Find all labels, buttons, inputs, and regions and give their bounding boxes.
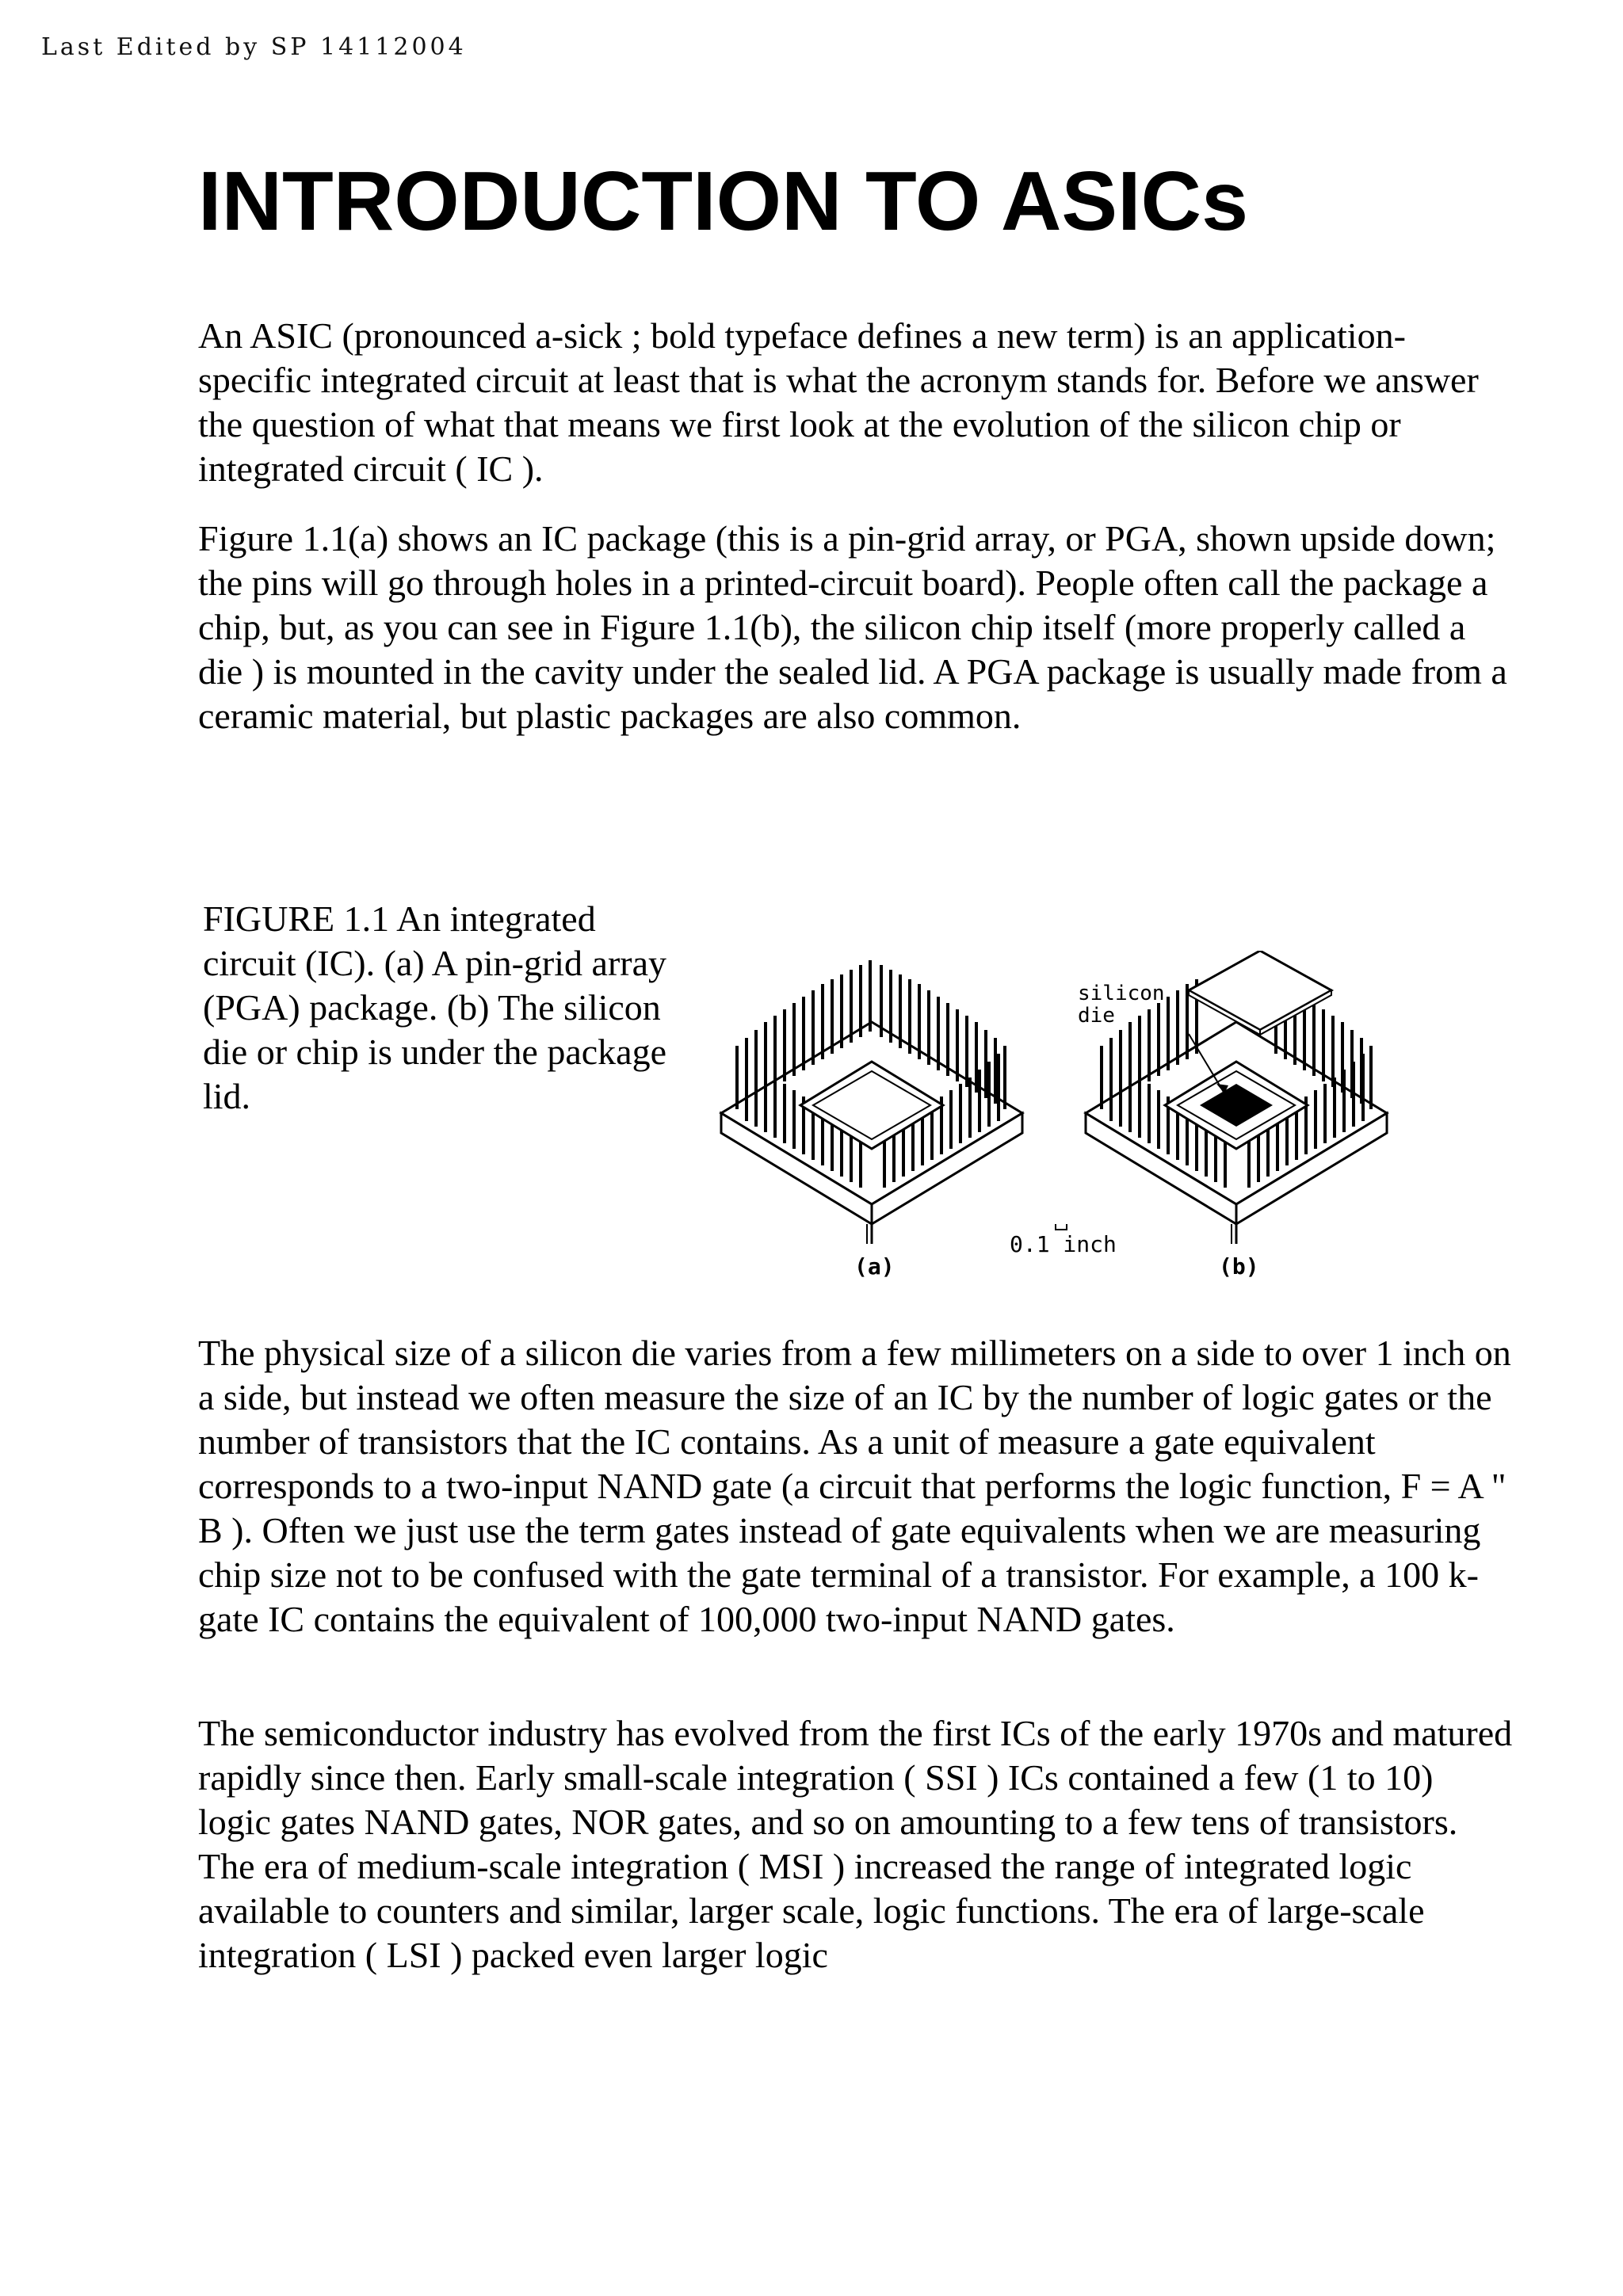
scale-bar (1010, 1224, 1117, 1257)
header-note: Last Edited by SP 14112004 (41, 33, 467, 61)
paragraph-industry-evolution: The semiconductor industry has evolved from the first ICs of the early 1970s and matured rapidly since then. Early small-scale integration ( SSI ) ICs contained a few (1 to 10) logic gates NAND gates, NOR gates, and so on amounting to a few tens of transistors. The era of medium-scale integration ( MSI ) increased the range of integrated logic available to counters and similar, larger scale, logic functions. The era of large-scale integration ( LSI ) packed even larger logic (198, 1713, 1513, 1975)
package-a (721, 960, 1022, 1244)
page-title: INTRODUCTION TO ASICs (198, 154, 1249, 248)
scale-label: 0.1 inch (1010, 1231, 1117, 1257)
die-label-line1: silicon (1078, 982, 1165, 1005)
paragraph-figure-description: Figure 1.1(a) shows an IC package (this is a pin-grid array, or PGA, shown upside down; the pins will go through holes in a printed-circuit board). People often call the package a chip, but, as you can see in Figure 1.1(b), the silicon chip itself (more properly called a die ) is mounted in the cavity under the sealed lid. A PGA package is usually made from a ceramic material, but plastic packages are also common. (198, 518, 1507, 736)
figure-caption: FIGURE 1.1 An integrated circuit (IC). (a) A pin-grid array (PGA) package. (b) The silicon die or chip is under the package lid. (203, 898, 666, 1116)
package-b (1078, 951, 1387, 1244)
pga-package-illustration (705, 951, 1442, 1283)
package-lid (1189, 951, 1331, 1030)
die-label-line2: die (1078, 1004, 1115, 1028)
figure-label-a: (a) (854, 1253, 895, 1280)
paragraph-die-size: The physical size of a silicon die varies from a few millimeters on a side to over 1 inch on a side, but instead we often measure the size of an IC by the number of logic gates or the number of transistors that the IC contains. As a unit of measure a gate equivalent corresponds to a two-input NAND gate (a circuit that performs the logic function, F = A " B ). Often we just use the term gates instead of gate equivalents when we are measuring chip size not to be confused with the gate terminal of a transistor. For example, a 100 k-gate IC contains the equivalent of 100,000 two-input NAND gates. (198, 1333, 1511, 1639)
paragraph-intro: An ASIC (pronounced a-sick ; bold typeface defines a new term) is an application-specific integrated circuit at least that is what the acronym stands for. Before we answer the question of what that means we first look at the evolution of the silicon chip or integrated circuit ( IC ). (198, 315, 1479, 489)
figure-label-b: (b) (1219, 1253, 1259, 1280)
